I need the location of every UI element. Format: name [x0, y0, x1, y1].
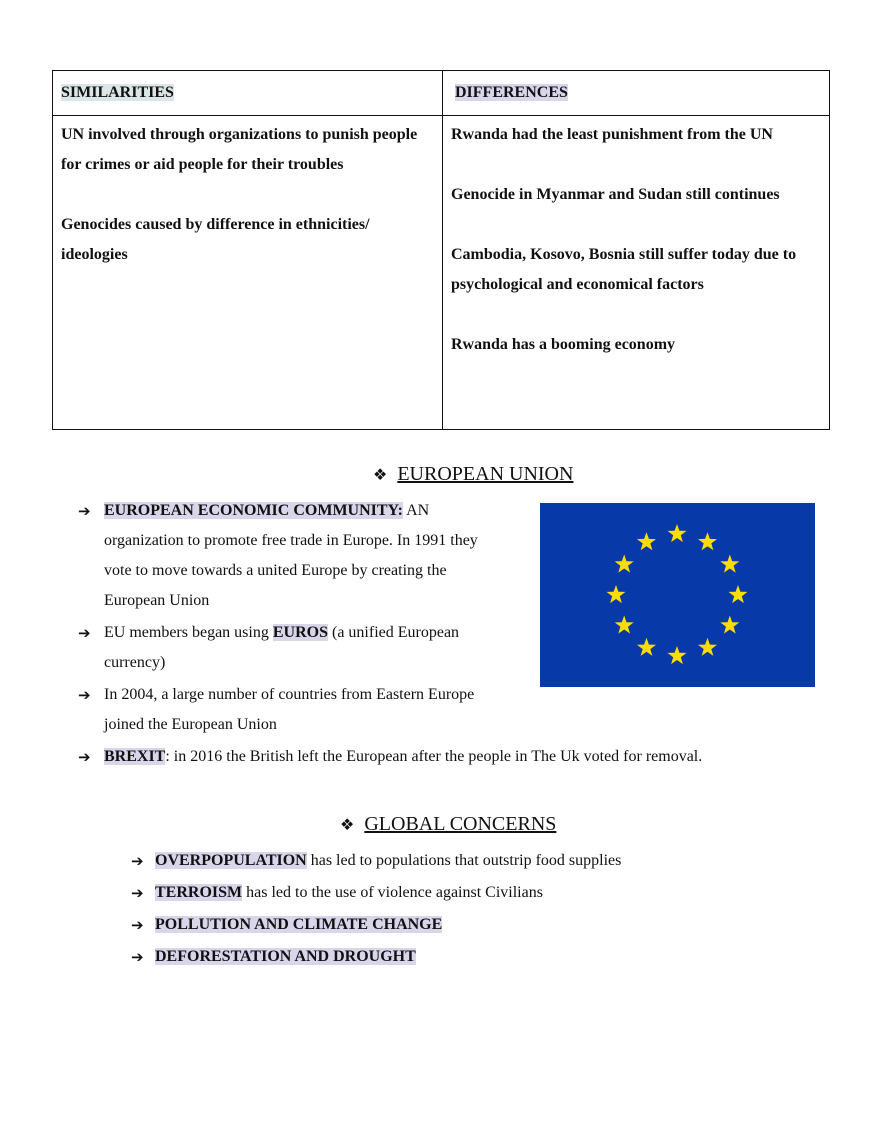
comparison-table	[52, 70, 830, 430]
arrow-bullet-icon: ➔	[78, 686, 91, 704]
similarity-item: Genocides caused by difference in ethnicities/ ideologies	[61, 216, 370, 263]
difference-item: Rwanda has a booming economy	[451, 336, 676, 353]
difference-item: Rwanda had the least punishment from the UN	[451, 126, 773, 143]
star-icon	[607, 585, 626, 603]
star-icon	[637, 532, 656, 550]
diamond-bullet-icon: ❖	[373, 465, 388, 484]
arrow-bullet-icon: ➔	[78, 502, 91, 520]
global-heading: ❖ GLOBAL CONCERNS	[340, 813, 557, 835]
eu-flag-image	[540, 503, 815, 687]
eu-flag-stars	[540, 503, 815, 687]
star-icon	[720, 616, 739, 634]
similarities-header: SIMILARITIES	[61, 84, 174, 101]
arrow-bullet-icon: ➔	[78, 624, 91, 642]
star-icon	[615, 616, 634, 634]
eu-heading: ❖ EUROPEAN UNION	[373, 463, 574, 485]
global-concern-item: DEFORESTATION AND DROUGHT	[155, 948, 416, 965]
diamond-bullet-icon: ❖	[340, 815, 355, 834]
arrow-bullet-icon: ➔	[131, 884, 144, 902]
arrow-bullet-icon: ➔	[78, 748, 91, 766]
differences-header: DIFFERENCES	[455, 84, 568, 101]
arrow-bullet-icon: ➔	[131, 948, 144, 966]
star-icon	[698, 532, 717, 550]
star-icon	[720, 555, 739, 573]
star-icon	[698, 638, 717, 656]
star-icon	[729, 585, 748, 603]
star-icon	[668, 524, 687, 542]
global-concern-item: OVERPOPULATION has led to populations that outstrip food supplies	[155, 852, 622, 869]
similarity-item: UN involved through organizations to punish people for crimes or aid people for their troubles	[61, 126, 418, 173]
global-concern-item: POLLUTION AND CLIMATE CHANGE	[155, 916, 443, 933]
star-icon	[668, 646, 687, 664]
star-icon	[615, 555, 634, 573]
eu-bullet-eec: EUROPEAN ECONOMIC COMMUNITY: AN organization to promote free trade in Europe. In 1991 they vote to move towards a united Europe by creating the European Union	[104, 502, 478, 609]
global-concern-item: TERROISM has led to the use of violence against Civilians	[155, 884, 543, 901]
eu-bullet-2004: In 2004, a large number of countries from Eastern Europe joined the European Union	[104, 686, 475, 733]
star-icon	[637, 638, 656, 656]
eu-bullet-euros: EU members began using EUROS (a unified European currency)	[104, 624, 460, 671]
difference-item: Genocide in Myanmar and Sudan still continues	[451, 186, 780, 203]
arrow-bullet-icon: ➔	[131, 852, 144, 870]
difference-item: Cambodia, Kosovo, Bosnia still suffer today due to psychological and economical factors	[451, 246, 797, 293]
arrow-bullet-icon: ➔	[131, 916, 144, 934]
eu-bullet-brexit: BREXIT: in 2016 the British left the European after the people in The Uk voted for removal.	[104, 748, 703, 765]
